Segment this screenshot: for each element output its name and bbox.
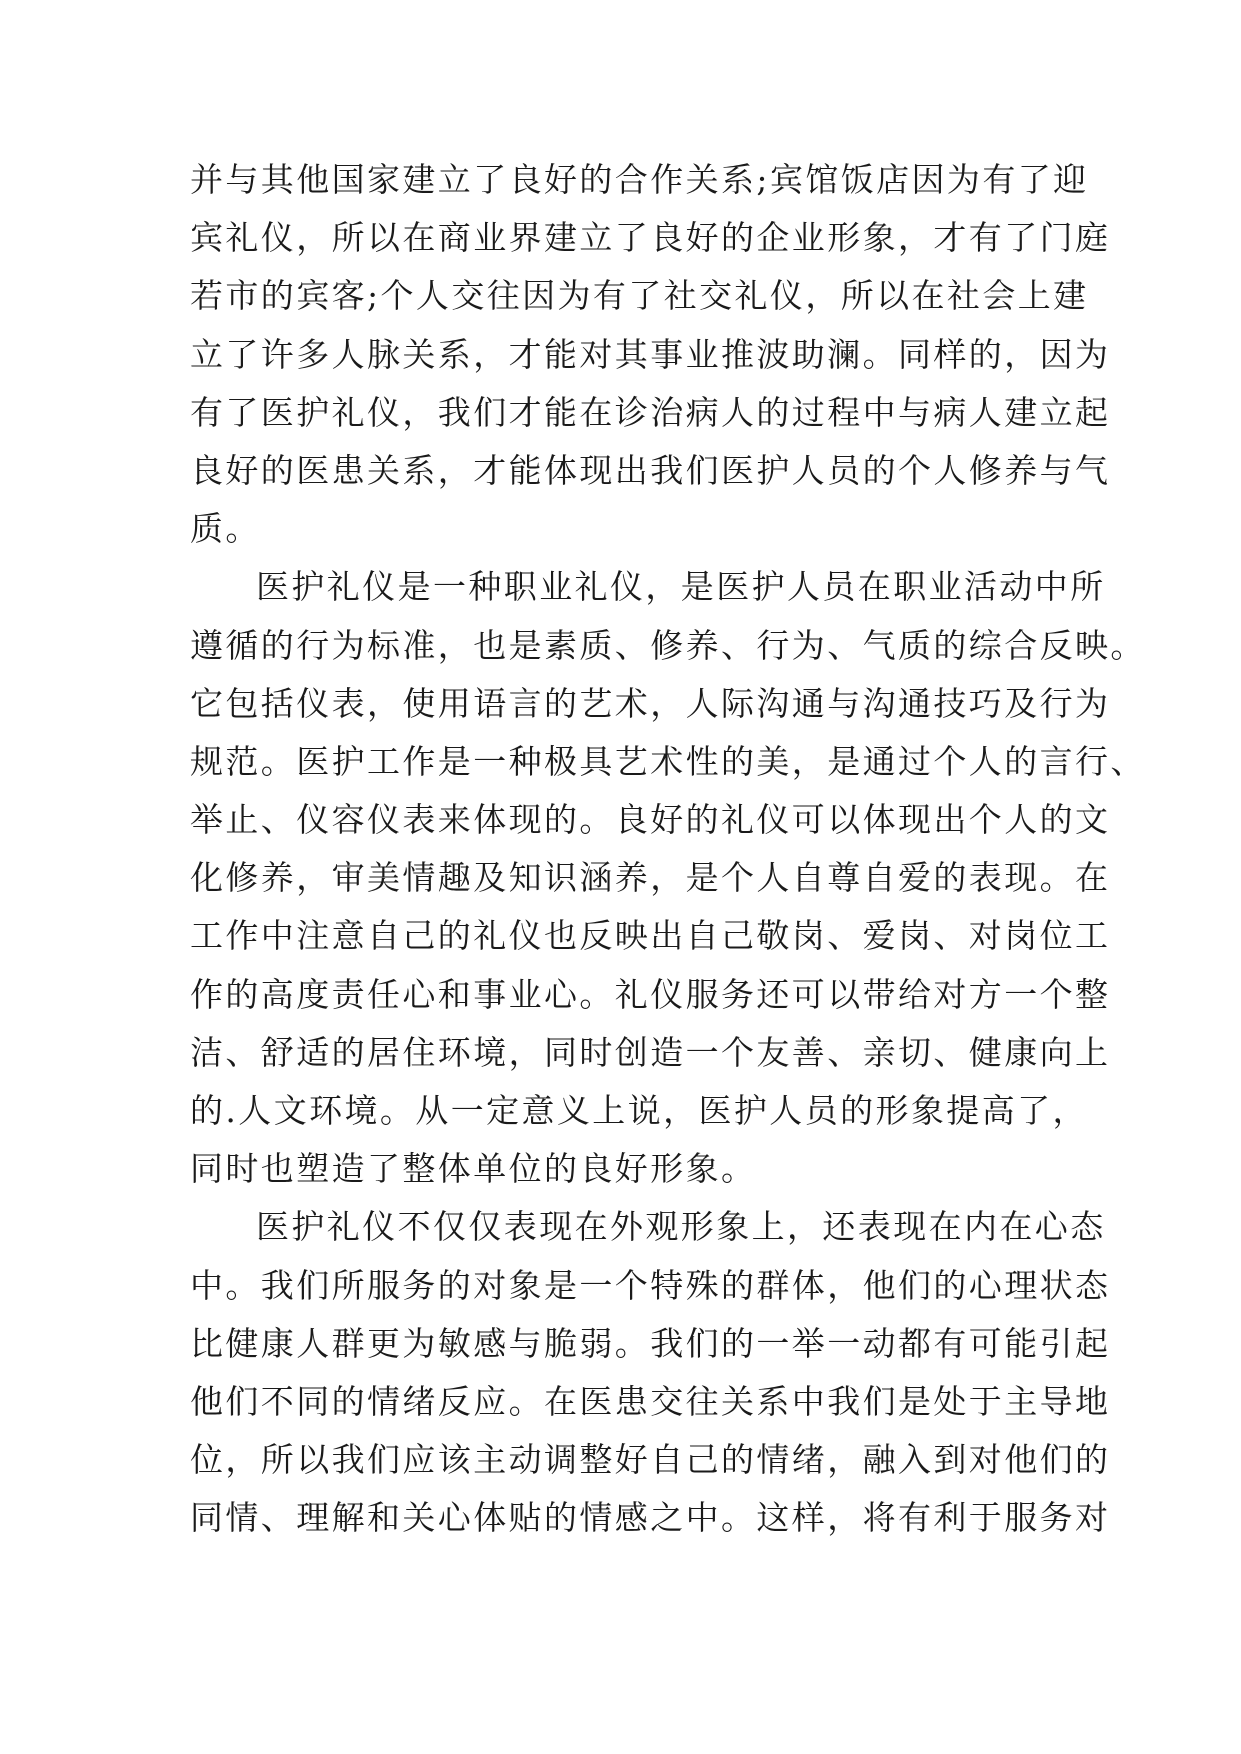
paragraph-line: 有了医护礼仪，我们才能在诊治病人的过程中与病人建立起 <box>190 392 1111 432</box>
paragraph-line: 它包括仪表，使用语言的艺术，人际沟通与沟通技巧及行为 <box>190 683 1111 723</box>
paragraph-first-line: 医护礼仪不仅仅表现在外观形象上，还表现在内在心态 <box>256 1207 1106 1247</box>
paragraph-line: 质。 <box>190 509 261 549</box>
paragraph-line: 中。我们所服务的对象是一个特殊的群体，他们的心理状态 <box>190 1265 1111 1305</box>
paragraph-line: 化修养，审美情趣及知识涵养，是个人自尊自爱的表现。在 <box>190 858 1111 898</box>
paragraph-3 <box>190 1198 1111 1547</box>
paragraph-line: 比健康人群更为敏感与脆弱。我们的一举一动都有可能引起 <box>190 1323 1111 1363</box>
paragraph-2 <box>190 558 1146 1198</box>
paragraph-first-line: 医护礼仪是一种职业礼仪，是医护人员在职业活动中所 <box>256 567 1106 607</box>
paragraph-line: 工作中注意自己的礼仪也反映出自己敬岗、爱岗、对岗位工 <box>190 916 1111 956</box>
paragraph-line: 同时也塑造了整体单位的良好形象。 <box>190 1149 757 1189</box>
paragraph-1 <box>190 151 1111 558</box>
paragraph-line: 位，所以我们应该主动调整好自己的情绪，融入到对他们的 <box>190 1440 1111 1480</box>
paragraph-line: 举止、仪容仪表来体现的。良好的礼仪可以体现出个人的文 <box>190 800 1111 840</box>
paragraph-line: 立了许多人脉关系，才能对其事业推波助澜。同样的，因为 <box>190 334 1111 374</box>
paragraph-line: 若市的宾客;个人交往因为有了社交礼仪，所以在社会上建 <box>190 276 1089 316</box>
paragraph-line: 遵循的行为标准，也是素质、修养、行为、气质的综合反映。 <box>190 625 1146 665</box>
paragraph-line: 作的高度责任心和事业心。礼仪服务还可以带给对方一个整 <box>190 974 1111 1014</box>
paragraph-line: 并与其他国家建立了良好的合作关系;宾馆饭店因为有了迎 <box>190 160 1089 199</box>
paragraph-line: 宾礼仪，所以在商业界建立了良好的企业形象，才有了门庭 <box>190 218 1111 258</box>
paragraph-line: 洁、舒适的居住环境，同时创造一个友善、亲切、健康向上 <box>190 1032 1111 1072</box>
document-body <box>190 151 1146 1548</box>
paragraph-line: 的.人文环境。从一定意义上说，医护人员的形象提高了， <box>190 1091 1088 1130</box>
paragraph-line: 他们不同的情绪反应。在医患交往关系中我们是处于主导地 <box>190 1381 1111 1421</box>
paragraph-line: 良好的医患关系，才能体现出我们医护人员的个人修养与气 <box>190 450 1111 490</box>
paragraph-line: 同情、理解和关心体贴的情感之中。这样，将有利于服务对 <box>190 1498 1111 1538</box>
paragraph-line: 规范。医护工作是一种极具艺术性的美，是通过个人的言行、 <box>190 741 1146 781</box>
